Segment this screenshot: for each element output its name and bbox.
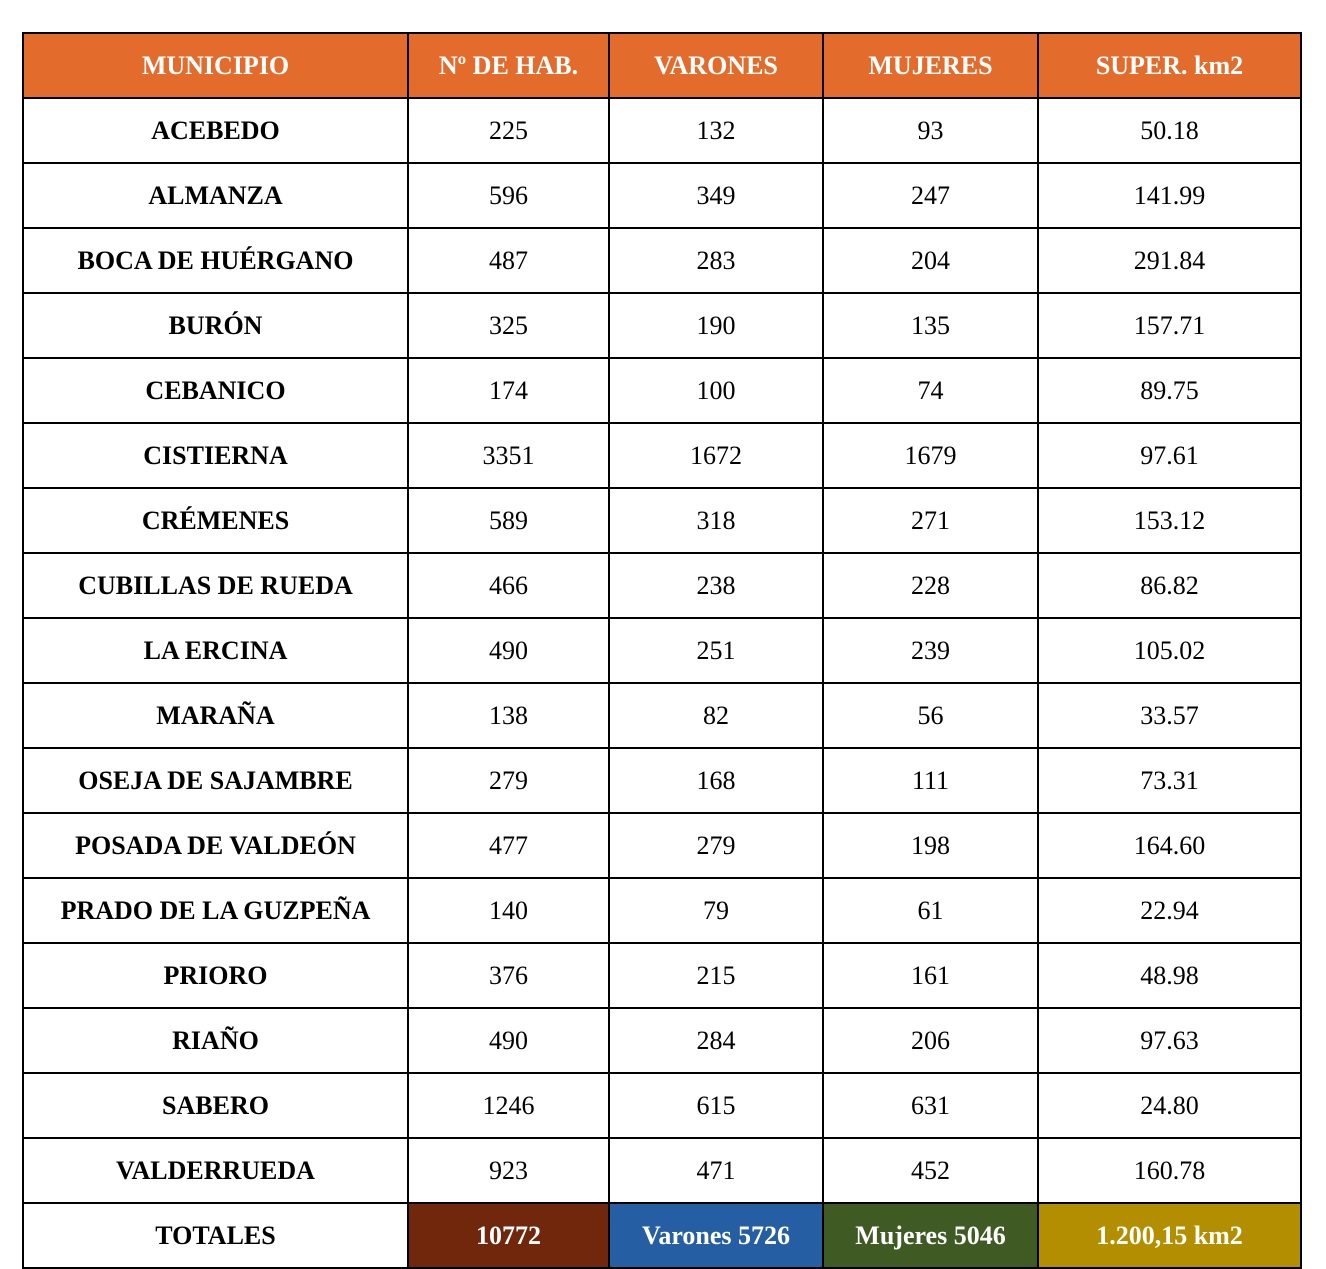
cell-mujeres: 74 <box>823 358 1038 423</box>
total-superficie: 1.200,15 km2 <box>1038 1203 1301 1268</box>
cell-municipio: POSADA DE VALDEÓN <box>23 813 408 878</box>
cell-mujeres: 135 <box>823 293 1038 358</box>
cell-municipio: ACEBEDO <box>23 98 408 163</box>
cell-mujeres: 228 <box>823 553 1038 618</box>
cell-superficie: 89.75 <box>1038 358 1301 423</box>
cell-mujeres: 161 <box>823 943 1038 1008</box>
cell-varones: 132 <box>609 98 823 163</box>
cell-mujeres: 206 <box>823 1008 1038 1073</box>
cell-varones: 82 <box>609 683 823 748</box>
cell-habitantes: 596 <box>408 163 609 228</box>
cell-municipio: CUBILLAS DE RUEDA <box>23 553 408 618</box>
cell-varones: 349 <box>609 163 823 228</box>
cell-municipio: LA ERCINA <box>23 618 408 683</box>
cell-superficie: 160.78 <box>1038 1138 1301 1203</box>
table-row <box>23 1073 1301 1138</box>
cell-varones: 1672 <box>609 423 823 488</box>
cell-municipio: RIAÑO <box>23 1008 408 1073</box>
cell-superficie: 164.60 <box>1038 813 1301 878</box>
table-row <box>23 943 1301 1008</box>
cell-municipio: MARAÑA <box>23 683 408 748</box>
header-mujeres: MUJERES <box>823 33 1038 98</box>
cell-mujeres: 61 <box>823 878 1038 943</box>
cell-mujeres: 111 <box>823 748 1038 813</box>
cell-superficie: 86.82 <box>1038 553 1301 618</box>
cell-municipio: PRADO DE LA GUZPEÑA <box>23 878 408 943</box>
cell-varones: 279 <box>609 813 823 878</box>
cell-municipio: OSEJA DE SAJAMBRE <box>23 748 408 813</box>
cell-varones: 215 <box>609 943 823 1008</box>
cell-mujeres: 198 <box>823 813 1038 878</box>
cell-superficie: 141.99 <box>1038 163 1301 228</box>
cell-superficie: 105.02 <box>1038 618 1301 683</box>
cell-municipio: CEBANICO <box>23 358 408 423</box>
cell-habitantes: 490 <box>408 1008 609 1073</box>
cell-habitantes: 225 <box>408 98 609 163</box>
cell-varones: 190 <box>609 293 823 358</box>
cell-superficie: 97.63 <box>1038 1008 1301 1073</box>
cell-municipio: VALDERRUEDA <box>23 1138 408 1203</box>
cell-varones: 238 <box>609 553 823 618</box>
cell-mujeres: 93 <box>823 98 1038 163</box>
cell-varones: 283 <box>609 228 823 293</box>
cell-mujeres: 452 <box>823 1138 1038 1203</box>
header-municipio: MUNICIPIO <box>23 33 408 98</box>
cell-habitantes: 487 <box>408 228 609 293</box>
cell-habitantes: 490 <box>408 618 609 683</box>
cell-mujeres: 56 <box>823 683 1038 748</box>
table-row <box>23 1008 1301 1073</box>
total-varones: Varones 5726 <box>609 1203 823 1268</box>
cell-varones: 168 <box>609 748 823 813</box>
table-body <box>23 98 1301 1268</box>
table-row <box>23 488 1301 553</box>
header-row <box>23 33 1301 98</box>
cell-superficie: 157.71 <box>1038 293 1301 358</box>
cell-varones: 318 <box>609 488 823 553</box>
cell-habitantes: 174 <box>408 358 609 423</box>
table-row <box>23 358 1301 423</box>
cell-superficie: 291.84 <box>1038 228 1301 293</box>
cell-habitantes: 138 <box>408 683 609 748</box>
table-row <box>23 293 1301 358</box>
cell-municipio: PRIORO <box>23 943 408 1008</box>
totals-label: TOTALES <box>23 1203 408 1268</box>
cell-superficie: 73.31 <box>1038 748 1301 813</box>
table-row <box>23 553 1301 618</box>
cell-municipio: CISTIERNA <box>23 423 408 488</box>
cell-municipio: CRÉMENES <box>23 488 408 553</box>
total-mujeres: Mujeres 5046 <box>823 1203 1038 1268</box>
cell-varones: 615 <box>609 1073 823 1138</box>
table-row <box>23 813 1301 878</box>
cell-superficie: 24.80 <box>1038 1073 1301 1138</box>
cell-mujeres: 204 <box>823 228 1038 293</box>
cell-habitantes: 325 <box>408 293 609 358</box>
municipality-table <box>22 32 1302 1269</box>
cell-municipio: SABERO <box>23 1073 408 1138</box>
table-row <box>23 683 1301 748</box>
totals-row <box>23 1203 1301 1268</box>
cell-habitantes: 477 <box>408 813 609 878</box>
cell-mujeres: 1679 <box>823 423 1038 488</box>
total-habitantes: 10772 <box>408 1203 609 1268</box>
table-row <box>23 228 1301 293</box>
table-row <box>23 748 1301 813</box>
cell-mujeres: 239 <box>823 618 1038 683</box>
cell-varones: 284 <box>609 1008 823 1073</box>
cell-habitantes: 140 <box>408 878 609 943</box>
cell-superficie: 22.94 <box>1038 878 1301 943</box>
table-row <box>23 163 1301 228</box>
header-superficie: SUPER. km2 <box>1038 33 1301 98</box>
cell-mujeres: 271 <box>823 488 1038 553</box>
cell-habitantes: 1246 <box>408 1073 609 1138</box>
cell-superficie: 153.12 <box>1038 488 1301 553</box>
cell-varones: 251 <box>609 618 823 683</box>
cell-habitantes: 466 <box>408 553 609 618</box>
cell-habitantes: 3351 <box>408 423 609 488</box>
table-row <box>23 423 1301 488</box>
header-varones: VARONES <box>609 33 823 98</box>
cell-habitantes: 279 <box>408 748 609 813</box>
cell-varones: 100 <box>609 358 823 423</box>
table-row <box>23 618 1301 683</box>
cell-habitantes: 376 <box>408 943 609 1008</box>
cell-superficie: 50.18 <box>1038 98 1301 163</box>
cell-superficie: 97.61 <box>1038 423 1301 488</box>
cell-habitantes: 923 <box>408 1138 609 1203</box>
cell-mujeres: 631 <box>823 1073 1038 1138</box>
cell-varones: 471 <box>609 1138 823 1203</box>
header-habitantes: Nº DE HAB. <box>408 33 609 98</box>
table-row <box>23 98 1301 163</box>
cell-habitantes: 589 <box>408 488 609 553</box>
cell-mujeres: 247 <box>823 163 1038 228</box>
table-row <box>23 878 1301 943</box>
cell-municipio: ALMANZA <box>23 163 408 228</box>
cell-superficie: 48.98 <box>1038 943 1301 1008</box>
cell-municipio: BOCA DE HUÉRGANO <box>23 228 408 293</box>
cell-superficie: 33.57 <box>1038 683 1301 748</box>
table-row <box>23 1138 1301 1203</box>
cell-varones: 79 <box>609 878 823 943</box>
cell-municipio: BURÓN <box>23 293 408 358</box>
